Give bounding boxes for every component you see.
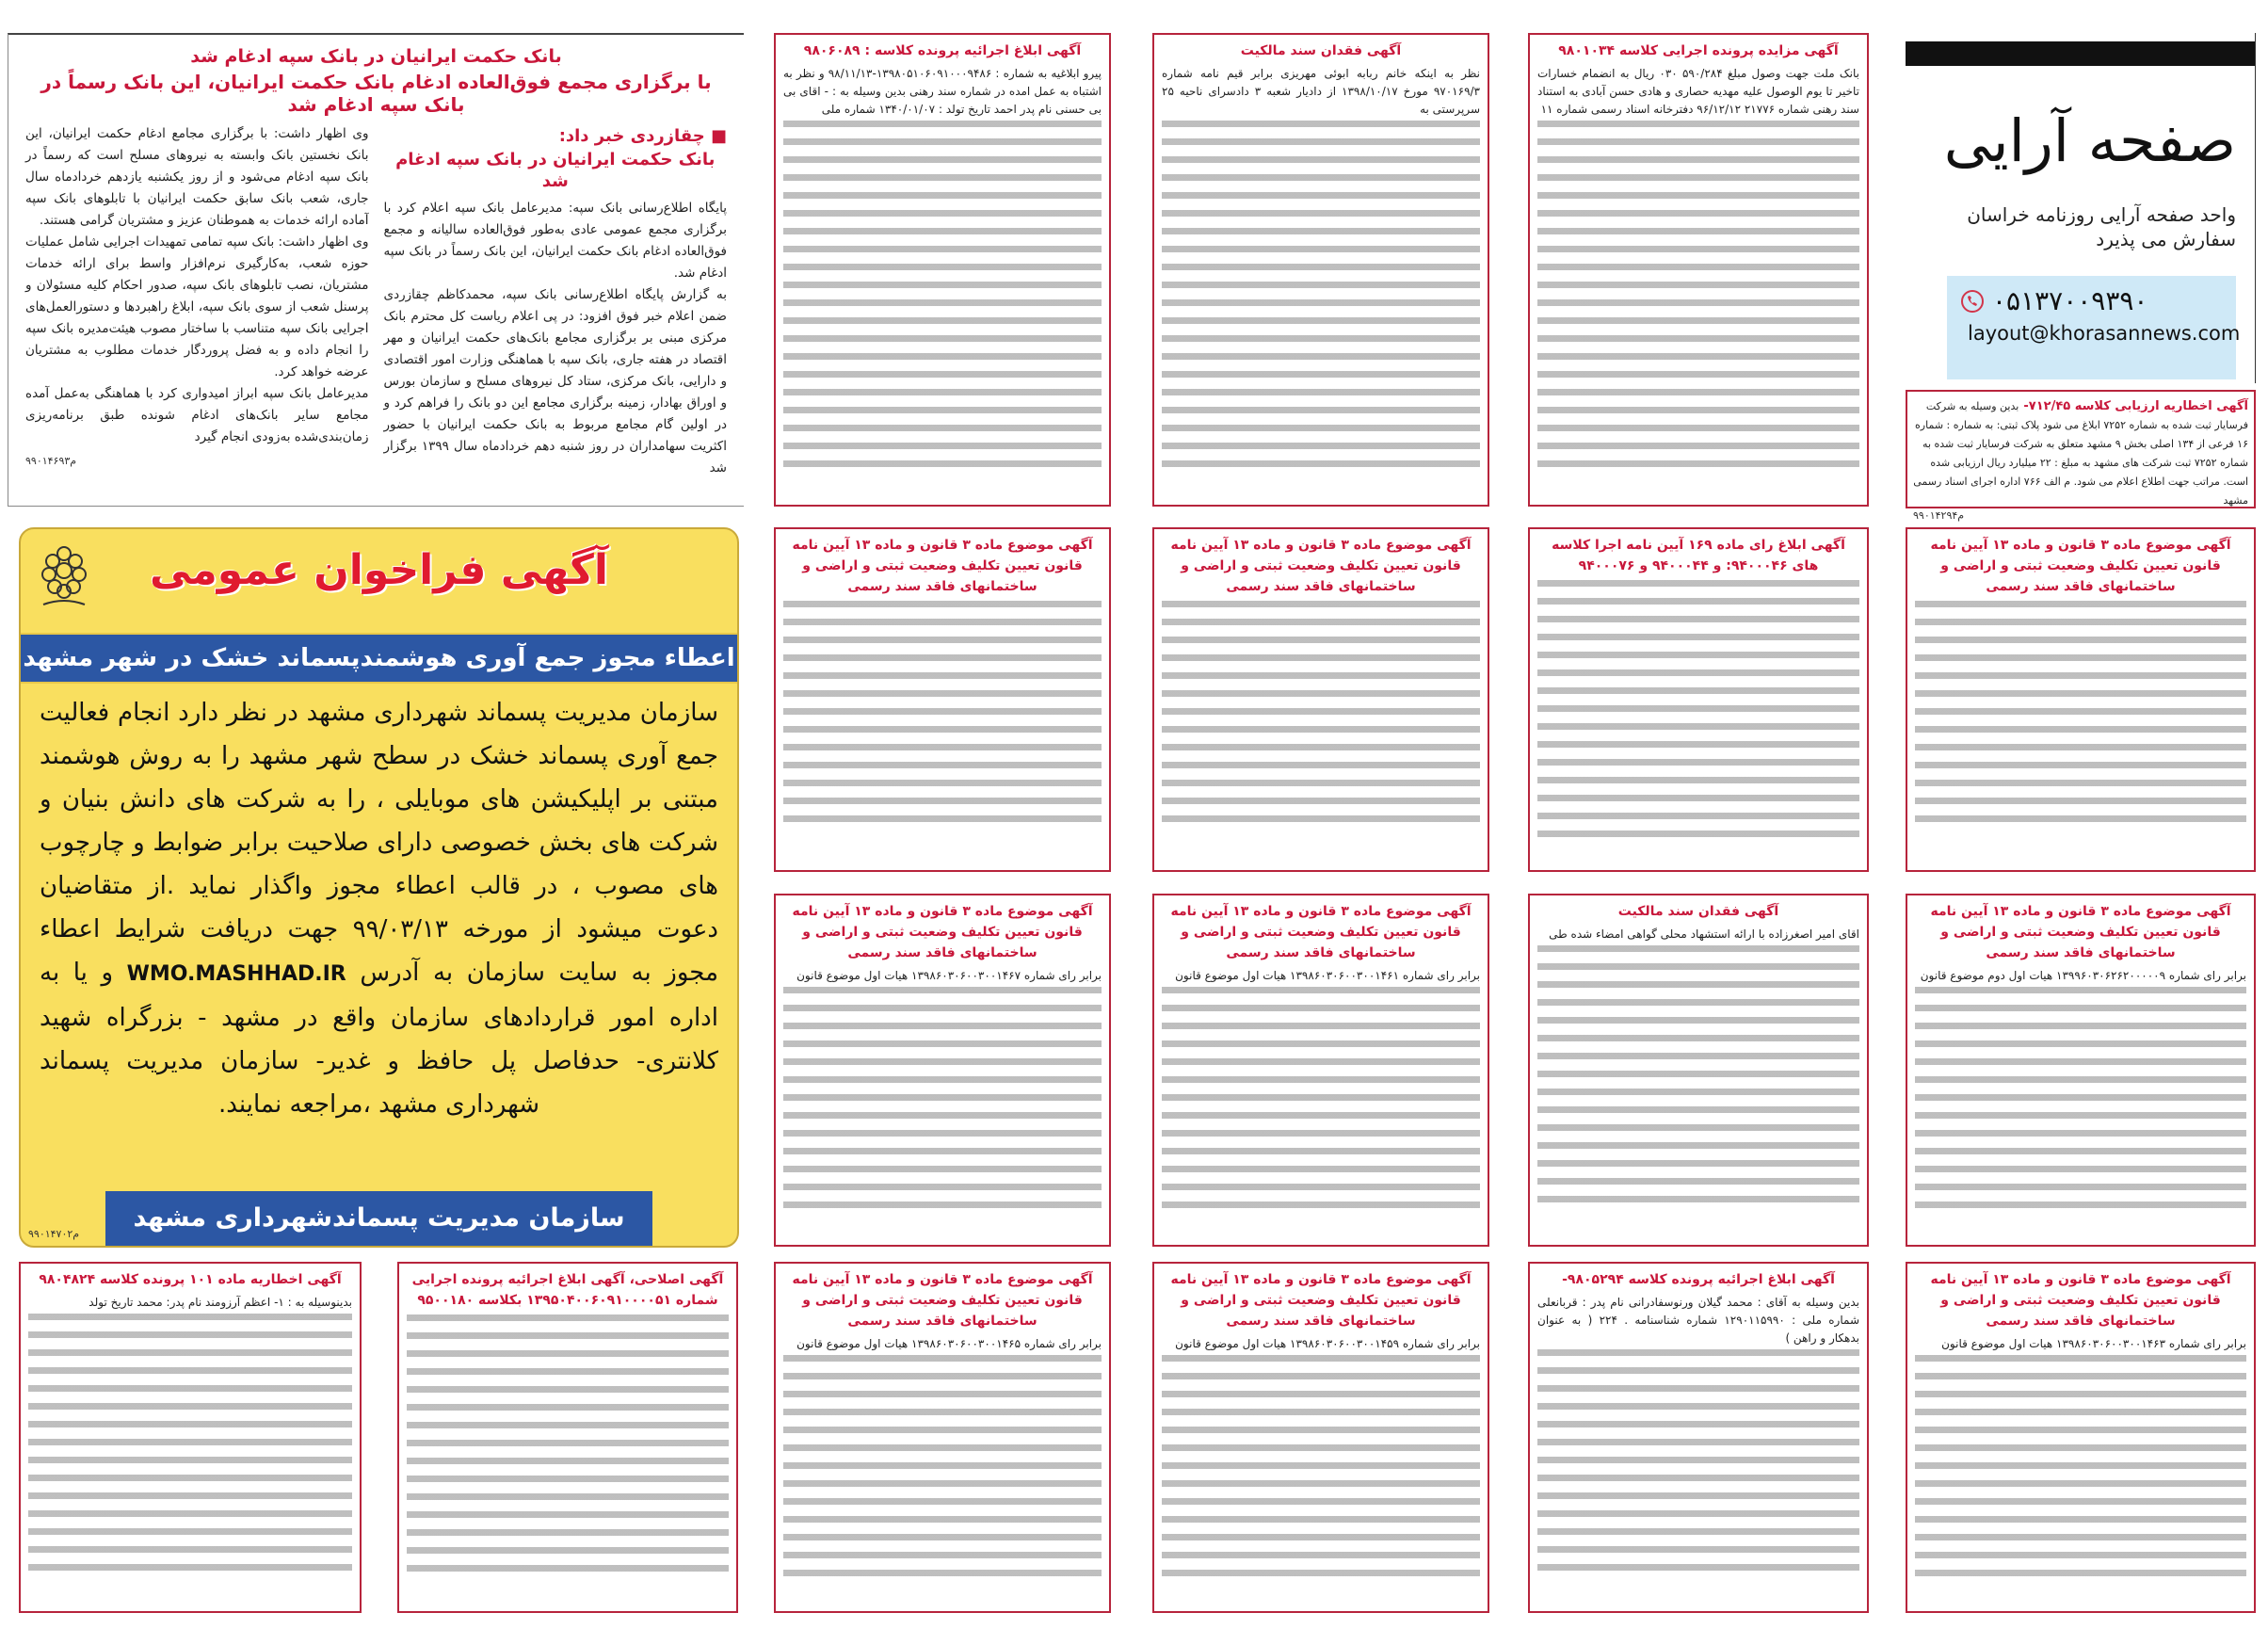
notice-body: برابر رای شماره ۱۳۹۸۶۰۳۰۶۰۰۳۰۰۱۴۶۳ هیات اول موضوع قانون (1941, 1337, 2246, 1350)
notice-code: م۹۹۰۱۴۲۹۴ (1913, 509, 1965, 522)
notice-body: بدین وسیله به شرکت فرسایار ثبت شده به شماره ۷۲۵۲ ابلاغ می شود پلاک ثبتی: به شماره : شماره ۱۶ فرعی از ۱۳۴ اصلی بخش ۹ مشهد متعلق به شرکت فرسایار ثبت شده به شماره ۷۲۵۲ ثبت شرکت های مشهد به مبلغ : ۲۲ میلیارد ریال ارزیابی شده است. مراتب جهت اطلاع اعلام می شود. م الف ۷۶۶ اداره اجرای اسناد رسمی مشهد (1913, 400, 2248, 507)
notice-text-block (1162, 987, 1480, 1208)
phone-row (1960, 285, 2223, 316)
notice-heading: آگهی فقدان سند مالکیت (1617, 904, 1779, 919)
public-call-ad (19, 527, 739, 1248)
notice-heading: آگهی اصلاحی، آگهی ابلاغ اجرائیه پرونده اجرایی شماره ۱۳۹۵۰۴۰۰۶۰۹۱۰۰۰۰۵۱ بکلاسه ۹۵۰۰۱۸۰ (411, 1272, 724, 1308)
notice-heading: آگهی موضوع ماده ۳ قانون و ماده ۱۳ آیین نامه قانون تعیین تکلیف وضعیت ثبتی و اراضی و ساختمانهای فاقد سند رسمی (1930, 538, 2231, 594)
notice-heading: آگهی موضوع ماده ۳ قانون و ماده ۱۳ آیین نامه قانون تعیین تکلیف وضعیت ثبتی و اراضی و ساختمانهای فاقد سند رسمی (1170, 904, 1472, 960)
notice-text-block (1537, 121, 1859, 467)
notice-body: برابر رای شماره ۱۳۹۸۶۰۳۰۶۰۰۳۰۰۱۴۶۱ هیات اول موضوع قانون (1175, 969, 1480, 982)
legal-notice (1528, 1262, 1869, 1613)
notice-heading: آگهی موضوع ماده ۳ قانون و ماده ۱۳ آیین نامه قانون تعیین تکلیف وضعیت ثبتی و اراضی و ساختمانهای فاقد سند رسمی (1170, 1272, 1472, 1329)
legal-notice (1152, 33, 1489, 507)
notice-heading: آگهی اخطاریه ارزیابی کلاسه ۷۱۲/۴۵- (2023, 399, 2248, 413)
notice-text-block (1537, 1349, 1859, 1571)
email-row (1960, 322, 2241, 345)
legal-notice (1528, 894, 1869, 1247)
notice-heading: آگهی موضوع ماده ۳ قانون و ماده ۱۳ آیین نامه قانون تعیین تکلیف وضعیت ثبتی و اراضی و ساختمانهای فاقد سند رسمی (1170, 538, 1472, 594)
news-paragraph: وی اظهار داشت: بانک سپه تمامی تمهیدات اجرایی شامل عملیات حوزه شعب، به‌کارگیری نرم‌افزار واسط برای ارائه خدمات مشتریان، نصب تابلوهای بانک سپه، صدور احکام کلیه مسئولان و پرسنل شعب از سوی بانک سپه، ابلاغ راهبردها و دستورالعمل‌های اجرایی بانک سپه متناسب با ساختار مصوب هیئت‌مدیره بانک سپه را انجام داده و به فضل پروردگار خدمات مطلوب به مشتریان عرضه خواهد کرد. (25, 234, 369, 379)
ad-title: آگهی فراخوان عمومی (150, 546, 608, 594)
news-headline: بانک حکمت ایرانیان در بانک سپه ادغام شد (190, 46, 562, 67)
notice-body: برابر رای شماره ۱۳۹۸۶۰۳۰۶۰۰۳۰۰۱۴۶۷ هیات اول موضوع قانون (796, 969, 1102, 982)
ad-website-link[interactable]: WMO.MASHHAD.IR (126, 962, 346, 986)
legal-notice (774, 527, 1111, 872)
layout-ad-subtitle-line: سفارش می پذیرد (2096, 228, 2236, 250)
notice-text-block (28, 1314, 352, 1571)
legal-notice (1528, 527, 1869, 872)
notice-text-block (1162, 1355, 1480, 1576)
legal-notice (1906, 527, 2256, 872)
legal-notice (1152, 1262, 1489, 1613)
notice-text-block (783, 1355, 1102, 1576)
notice-heading: آگهی ابلاغ رای ماده ۱۶۹ آیین نامه اجرا کلاسه های ۹۴۰۰۰۴۶: و ۹۴۰۰۰۴۴ و ۹۴۰۰۰۷۶ (1552, 538, 1845, 573)
legal-notice (1906, 1262, 2256, 1613)
notice-text-block (1537, 580, 1859, 837)
notice-body: بدین وسیله به آقای : محمد گیلان ورنوسفادرانی نام پدر : قربانعلی شماره ملی : ۱۲۹۰۱۱۵۹۹۰ شماره شناسنامه . ۲۲۴ ( به عنوان بدهکار و راهن ) (1537, 1296, 1859, 1345)
ad-organization-footer: سازمان مدیریت پسماندشهرداری مشهد (105, 1191, 652, 1246)
notice-body: بدینوسیله به : ۱- اعظم آرزومند نام پدر: محمد تاریخ تولد (88, 1296, 352, 1309)
notice-heading: آگهی مزایده پرونده اجرایی کلاسه ۹۸۰۱۰۳۴ (1558, 43, 1839, 58)
notice-body: برابر رای شماره ۱۳۹۸۶۰۳۰۶۰۰۳۰۰۱۴۶۵ هیات اول موضوع قانون (796, 1337, 1102, 1350)
contact-box (1947, 276, 2241, 379)
news-article (8, 33, 744, 507)
legal-notice (774, 894, 1111, 1247)
notice-text-block (1162, 121, 1480, 467)
ad-body-text: و یا به اداره امور قراردادهای سازمان واقع در مشهد - بزرگراه شهید کلانتری- حدفاصل پل حافظ و غدیر- سازمان مدیریت پسماند شهرداری مشهد ،مراجعه نمایند. (40, 959, 718, 1119)
news-code: م۹۹۰۱۴۶۹۳ (25, 455, 77, 467)
notice-text-block (783, 601, 1102, 822)
notice-heading: آگهی ابلاغ اجرائیه پرونده کلاسه ۹۸۰۵۲۹۴- (1562, 1272, 1835, 1287)
news-right-column (384, 123, 728, 479)
layout-service-ad (1906, 33, 2256, 383)
legal-notice (397, 1262, 738, 1613)
legal-notice (774, 33, 1111, 507)
news-left-column (25, 123, 369, 479)
layout-ad-subtitle (1967, 202, 2236, 251)
notice-text-block (1537, 945, 1859, 1202)
ad-body (40, 691, 718, 1184)
phone-icon (1960, 289, 1985, 314)
legal-notice (1528, 33, 1869, 507)
notice-heading: آگهی فقدان سند مالکیت (1240, 43, 1402, 58)
notice-text-block (783, 121, 1102, 467)
legal-notice (1906, 894, 2256, 1247)
layout-ad-title: صفحه آرایی (1943, 106, 2236, 175)
notice-heading: آگهی موضوع ماده ۳ قانون و ماده ۱۳ آیین نامه قانون تعیین تکلیف وضعیت ثبتی و اراضی و ساختمانهای فاقد سند رسمی (1930, 1272, 2231, 1329)
layout-ad-subtitle-line: واحد صفحه آرایی روزنامه خراسان (1967, 203, 2236, 226)
phone-number[interactable]: ۰۵۱۳۷۰۰۹۳۹۰ (1992, 285, 2148, 316)
ad-code: م۹۹۰۱۴۷۰۲ (28, 1228, 80, 1240)
legal-notice (1152, 527, 1489, 872)
notice-heading: آگهی موضوع ماده ۳ قانون و ماده ۱۳ آیین نامه قانون تعیین تکلیف وضعیت ثبتی و اراضی و ساختمانهای فاقد سند رسمی (1930, 904, 2231, 960)
notice-body: اقای امیر اصغرزاده با ارائه استشهاد محلی گواهی امضاء شده طی (1549, 927, 1859, 941)
notice-body: برابر رای شماره ۱۳۹۸۶۰۳۰۶۰۰۳۰۰۱۴۵۹ هیات اول موضوع قانون (1175, 1337, 1480, 1350)
notice-body: نظر به اینکه خانم ربابه ابوئی مهریزی برابر قیم نامه شماره ۹۷۰۱۶۹/۳ مورخ ۱۳۹۸/۱۰/۱۷ از دادیار شعبه ۳ دادسرای ناحیه ۲۵ سرپرستی به (1162, 67, 1481, 116)
legal-notice (1152, 894, 1489, 1247)
notice-heading: آگهی موضوع ماده ۳ قانون و ماده ۱۳ آیین نامه قانون تعیین تکلیف وضعیت ثبتی و اراضی و ساختمانهای فاقد سند رسمی (792, 1272, 1093, 1329)
news-paragraph: مدیرعامل بانک سپه ابراز امیدواری کرد با هماهنگی به‌عمل آمده مجامع سایر بانک‌های ادغام شونده طبق برنامه‌ریزی زمان‌بندی‌شده به‌زودی انجام گیرد (25, 386, 369, 444)
notice-heading: آگهی ابلاغ اجرائیه پرونده کلاسه : ۹۸۰۶۰۸۹ (803, 43, 1082, 58)
news-paragraph: به گزارش پایگاه اطلاع‌رسانی بانک سپه، محمدکاظم چقازردی ضمن اعلام خبر فوق افزود: در پی اعلام ریاست کل محترم بانک مرکزی مبنی بر برگزاری مجامع بانک‌های حکمت ایرانیان و مهر اقتصاد در هفته جاری، بانک سپه با هماهنگی وزارت امور اقتصادی و دارایی، بانک مرکزی، ستاد کل نیروهای مسلح و سازمان بورس و اوراق بهادار، زمینه برگزاری مجامع این دو بانک را فراهم کرد و در اولین گام مجامع مربوط به بانک حکمت ایرانیان با حضور اکثریت سهامداران در روز شنبه دهم خردادماه سال ۱۳۹۹ برگزار شد (383, 287, 727, 476)
notice-text-block (407, 1314, 729, 1572)
notice-heading: آگهی موضوع ماده ۳ قانون و ماده ۱۳ آیین نامه قانون تعیین تکلیف وضعیت ثبتی و اراضی و ساختمانهای فاقد سند رسمی (792, 904, 1093, 960)
notice-text-block (783, 987, 1102, 1208)
legal-notice (774, 1262, 1111, 1613)
header-bar (1906, 41, 2255, 66)
news-kicker-title: بانک حکمت ایرانیان در بانک سپه ادغام شد (395, 150, 716, 191)
news-paragraph: وی اظهار داشت: با برگزاری مجامع ادغام حکمت ایرانیان، این بانک نخستین بانک وابسته به نیروهای مسلح است که رسماً در بانک سپه ادغام می‌شود و از روز یکشنبه یازدهم خردادماه سال جاری، شعب بانک سابق حکمت ایرانیان با تابلوهای بانک سپه آماده ارائه خدمات به هموطنان عزیز و مشتریان گرامی هستند. (25, 126, 369, 228)
news-paragraph: پایگاه اطلاع‌رسانی بانک سپه: مدیرعامل بانک سپه اعلام کرد با برگزاری مجمع عمومی عادی به‌طور فوق‌العاده سالیانه و مجمع فوق‌العاده ادغام بانک حکمت ایرانیان، این بانک رسماً در بانک سپه ادغام شد. (383, 201, 727, 281)
notice-text-block (1915, 1355, 2246, 1576)
notice-body: پیرو ابلاغیه به شماره : ۱۳۹۸۰۵۱۰۶۰۹۱۰۰۰۹۴۸۶-۹۸/۱۱/۱۳ و نظر به اشتباه به عمل امده در شماره سند رهنی بدین وسیله به : - اقای بی بی حسنی نام پدر احمد تاریخ تولد : ۱۳۴۰/۰۱/۰۷ شماره ملی (783, 67, 1102, 116)
news-kicker: ■ چقازردی خبر داد: (558, 126, 727, 146)
ad-body-text: سازمان مدیریت پسماند شهرداری مشهد در نظر دارد انجام فعالیت جمع آوری پسماند خشک در سطح شهر مشهد را به روش هوشمند مبتنی بر اپلیکیشن های موبایلی ، را به شرکت های دانش بنیان و شرکت های بخش خصوصی دارای صلاحیت برابر ضوابط و چارچوب های مصوب ، در قالب اعطاء مجوز واگذار نماید .از متقاضیان دعوت میشود از مورخه ۹۹/۰۳/۱۳ جهت دریافت شرایط اعطاء مجوز به سایت سازمان به آدرس (40, 699, 719, 987)
notice-heading: آگهی موضوع ماده ۳ قانون و ماده ۱۳ آیین نامه قانون تعیین تکلیف وضعیت ثبتی و اراضی و ساختمانهای فاقد سند رسمی (792, 538, 1093, 594)
email-address[interactable]: layout@khorasannews.com (1968, 322, 2241, 345)
notice-text-block (1162, 601, 1480, 822)
notice-text-block (1915, 987, 2246, 1208)
news-subheadline: با برگزاری مجمع فوق‌العاده ادغام بانک حکمت ایرانیان، این بانک رسماً در بانک سپه ادغام شد (40, 71, 712, 116)
notice-body: برابر رای شماره ۱۳۹۹۶۰۳۰۶۲۶۲۰۰۰۰۰۹ هیات اول دوم موضوع قانون (1920, 969, 2246, 982)
notice-heading: آگهی اخطاریه ماده ۱۰۱ پرونده کلاسه ۹۸۰۴۸۲۴ (39, 1272, 342, 1287)
ad-subject-band: اعطاء مجوز جمع آوری هوشمندپسماند خشک در شهر مشهد (21, 633, 737, 684)
notice-text-block (1915, 601, 2246, 822)
legal-notice (19, 1262, 362, 1613)
notice-body: بانک ملت جهت وصول مبلغ ۵۹۰/۲۸۴ ۰۳۰ ریال به انضمام خسارات تاخیر تا یوم الوصول علیه مهدیه حصاری و هادی حسن آبادی به استناد سند رهنی شماره ۲۱۷۷۶ ۹۶/۱۲/۱۲ دفترخانه اسناد رسمی شماره ۱۱ (1537, 67, 1859, 116)
legal-notice (1906, 390, 2256, 522)
